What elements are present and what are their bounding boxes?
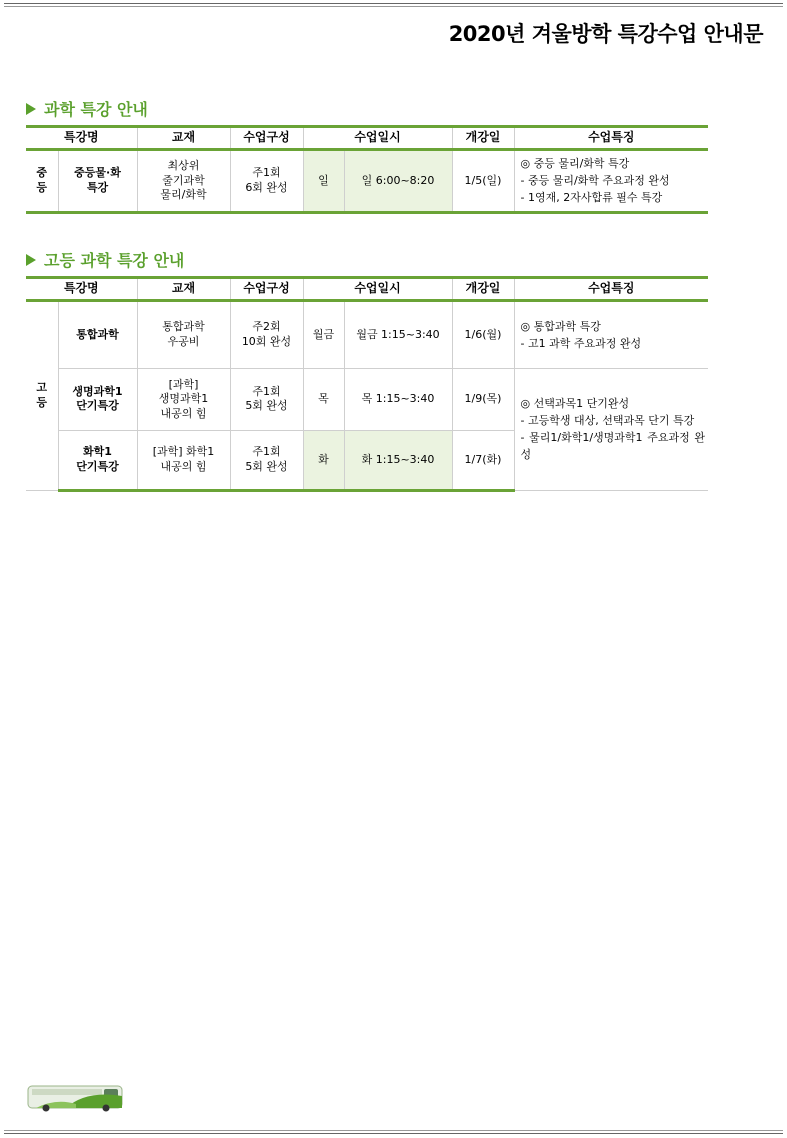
feature-line: ◎ 선택과목1 단기완성 — [520, 397, 630, 411]
level-cell — [26, 300, 58, 490]
course-cell — [58, 430, 137, 490]
feature-line: - 물리1/화학1/생명과학1 주요과정 완성 — [520, 431, 705, 462]
structure-line: 주2회 — [252, 320, 281, 334]
table-row — [26, 300, 708, 368]
textbook-line: 최상위 — [167, 159, 200, 173]
time-cell: 화 1:15~3:40 — [344, 430, 452, 490]
bottom-rule — [4, 1130, 783, 1131]
course-line: 화학1 — [83, 445, 112, 459]
course-line: 단기특강 — [76, 399, 119, 413]
header-schedule: 수업일시 — [303, 127, 452, 150]
textbook-line: 내공의 힘 — [160, 406, 207, 420]
table-row — [26, 368, 708, 430]
structure-line: 10회 완성 — [241, 334, 292, 348]
textbook-line: 통합과학 — [162, 320, 205, 334]
textbook-cell — [137, 300, 230, 368]
structure-line: 주1회 — [252, 166, 281, 180]
course-cell — [58, 149, 137, 212]
textbook-line: [과학] 화학1 — [152, 445, 215, 459]
section-title: 고등 과학 특강 안내 — [44, 251, 185, 270]
feature-line: - 중등 물리/화학 주요과정 완성 — [520, 174, 670, 188]
textbook-line: [과학] — [168, 377, 199, 391]
course-cell — [58, 368, 137, 430]
feature-line: - 1영재, 2자사합류 필수 특강 — [520, 191, 663, 205]
start-cell: 1/7(화) — [452, 430, 514, 490]
structure-cell — [230, 300, 303, 368]
section-heading-high-school — [26, 248, 184, 271]
day-cell: 월금 — [303, 300, 344, 368]
table-header-row — [26, 278, 708, 301]
science-course-table — [26, 125, 708, 214]
structure-line: 5회 완성 — [245, 459, 288, 473]
header-textbook: 교재 — [137, 278, 230, 301]
structure-cell — [230, 149, 303, 212]
time-cell: 일 6:00~8:20 — [344, 149, 452, 212]
course-cell: 통합과학 — [58, 300, 137, 368]
header-structure: 수업구성 — [230, 278, 303, 301]
section-heading-science — [26, 97, 148, 120]
day-cell: 화 — [303, 430, 344, 490]
textbook-line: 내공의 힘 — [160, 459, 207, 473]
course-name: 중등물·화 특강 — [74, 166, 121, 194]
textbook-cell — [137, 368, 230, 430]
triangle-bullet-icon — [26, 254, 36, 266]
bus-logo-icon — [26, 1082, 126, 1112]
course-line: 단기특강 — [76, 459, 119, 473]
start-cell: 1/9(목) — [452, 368, 514, 430]
textbook-line: 생명과학1 — [158, 392, 209, 406]
feature-line: ◎ 통합과학 특강 — [520, 319, 601, 333]
structure-cell — [230, 368, 303, 430]
table-row — [26, 149, 708, 212]
features-cell — [514, 368, 708, 490]
header-course: 특강명 — [26, 278, 137, 301]
level-label: 중등 — [36, 166, 48, 194]
day-cell: 목 — [303, 368, 344, 430]
textbook-cell — [137, 430, 230, 490]
course-line: 생명과학1 — [72, 384, 123, 398]
textbook-line: 물리/화학 — [160, 188, 207, 202]
header-features: 수업특징 — [514, 127, 708, 150]
table-header-row — [26, 127, 708, 150]
header-structure: 수업구성 — [230, 127, 303, 150]
header-features: 수업특징 — [514, 278, 708, 301]
start-cell: 1/6(월) — [452, 300, 514, 368]
top-rule-inner — [4, 6, 783, 7]
textbook-cell — [137, 149, 230, 212]
feature-line: - 고등학생 대상, 선택과목 단기 특강 — [520, 414, 695, 428]
section-title: 과학 특강 안내 — [44, 100, 148, 119]
structure-cell — [230, 430, 303, 490]
structure-line: 주1회 — [252, 445, 281, 459]
header-start: 개강일 — [452, 127, 514, 150]
start-cell: 1/5(일) — [452, 149, 514, 212]
structure-line: 6회 완성 — [245, 180, 288, 194]
header-course: 특강명 — [26, 127, 137, 150]
feature-line: ◎ 중등 물리/화학 특강 — [520, 157, 630, 171]
page-title: 2020년 겨울방학 특강수업 안내문 — [448, 22, 763, 46]
time-cell: 목 1:15~3:40 — [344, 368, 452, 430]
feature-line: - 고1 과학 주요과정 완성 — [520, 336, 642, 350]
structure-line: 주1회 — [252, 384, 281, 398]
day-cell: 일 — [303, 149, 344, 212]
bottom-rule-inner — [4, 1133, 783, 1134]
features-cell — [514, 300, 708, 368]
header-textbook: 교재 — [137, 127, 230, 150]
high-school-course-table — [26, 276, 708, 492]
triangle-bullet-icon — [26, 103, 36, 115]
features-cell — [514, 149, 708, 212]
header-schedule: 수업일시 — [303, 278, 452, 301]
textbook-line: 줄기과학 — [162, 173, 205, 187]
structure-line: 5회 완성 — [245, 399, 288, 413]
top-rule — [4, 3, 783, 4]
time-cell: 월금 1:15~3:40 — [344, 300, 452, 368]
level-label: 고등 — [36, 381, 48, 409]
level-cell — [26, 149, 58, 212]
textbook-line: 우공비 — [167, 334, 200, 348]
header-start: 개강일 — [452, 278, 514, 301]
